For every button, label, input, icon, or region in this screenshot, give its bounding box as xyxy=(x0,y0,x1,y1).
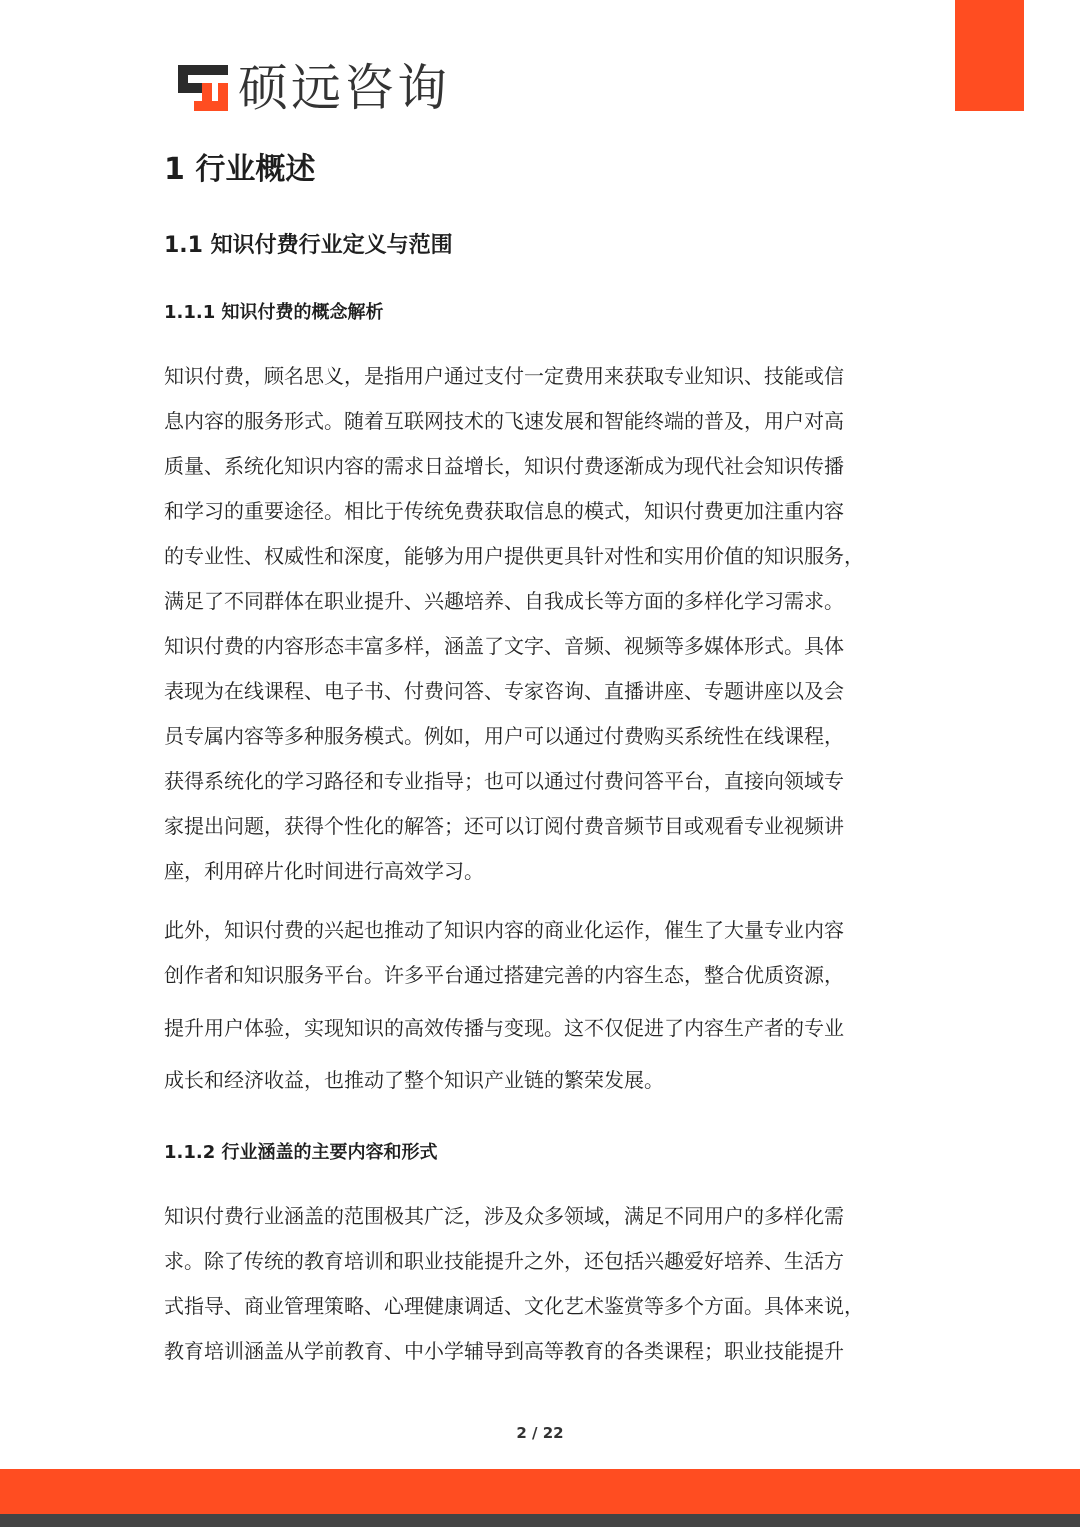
brand-header xyxy=(178,60,450,116)
text-line: 和学习的重要途径。相比于传统免费获取信息的模式，知识付费更加注重内容 xyxy=(164,499,844,523)
paragraph-commercialization xyxy=(164,908,916,1103)
text-line: 家提出问题，获得个性化的解答；还可以订阅付费音频节目或观看专业视频讲 xyxy=(164,814,844,838)
text-line: 成长和经济收益，也推动了整个知识产业链的繁荣发展。 xyxy=(164,1068,664,1092)
page-number: 2 / 22 xyxy=(516,1424,564,1442)
corner-accent-tab xyxy=(955,0,1024,111)
paragraph-scope xyxy=(164,1194,916,1374)
text-line: 座，利用碎片化时间进行高效学习。 xyxy=(164,859,484,883)
text-line: 式指导、商业管理策略、心理健康调适、文化艺术鉴赏等多个方面。具体来说， xyxy=(164,1294,864,1318)
text-line: 知识付费的内容形态丰富多样，涵盖了文字、音频、视频等多媒体形式。具体 xyxy=(164,634,844,658)
text-line: 的专业性、权威性和深度，能够为用户提供更具针对性和实用价值的知识服务， xyxy=(164,544,864,568)
chapter-title: 1 行业概述 xyxy=(164,152,316,187)
text-line: 满足了不同群体在职业提升、兴趣培养、自我成长等方面的多样化学习需求。 xyxy=(164,589,844,613)
brand-logo-icon xyxy=(178,65,228,111)
section-title: 1.1 知识付费行业定义与范围 xyxy=(164,233,453,258)
subsection-title-scope: 1.1.2 行业涵盖的主要内容和形式 xyxy=(164,1142,438,1163)
footer-dark-line xyxy=(0,1514,1080,1527)
text-line: 教育培训涵盖从学前教育、中小学辅导到高等教育的各类课程；职业技能提升 xyxy=(164,1339,844,1363)
subsection-title-concept: 1.1.1 知识付费的概念解析 xyxy=(164,302,384,323)
text-line: 表现为在线课程、电子书、付费问答、专家咨询、直播讲座、专题讲座以及会 xyxy=(164,679,844,703)
text-line: 质量、系统化知识内容的需求日益增长，知识付费逐渐成为现代社会知识传播 xyxy=(164,454,844,478)
text-line: 知识付费，顾名思义，是指用户通过支付一定费用来获取专业知识、技能或信 xyxy=(164,364,844,388)
text-line: 求。除了传统的教育培训和职业技能提升之外，还包括兴趣爱好培养、生活方 xyxy=(164,1249,844,1273)
text-line: 此外，知识付费的兴起也推动了知识内容的商业化运作，催生了大量专业内容 xyxy=(164,918,844,942)
text-line: 员专属内容等多种服务模式。例如，用户可以通过付费购买系统性在线课程， xyxy=(164,724,844,748)
paragraph-concept xyxy=(164,354,916,894)
text-line: 创作者和知识服务平台。许多平台通过搭建完善的内容生态，整合优质资源， xyxy=(164,963,844,987)
text-line: 获得系统化的学习路径和专业指导；也可以通过付费问答平台，直接向领域专 xyxy=(164,769,844,793)
footer-accent-bar xyxy=(0,1469,1080,1514)
text-line: 知识付费行业涵盖的范围极其广泛，涉及众多领域，满足不同用户的多样化需 xyxy=(164,1204,844,1228)
text-line: 息内容的服务形式。随着互联网技术的飞速发展和智能终端的普及，用户对高 xyxy=(164,409,844,433)
brand-name: 硕远咨询 xyxy=(238,59,450,117)
text-line: 提升用户体验，实现知识的高效传播与变现。这不仅促进了内容生产者的专业 xyxy=(164,1016,844,1040)
